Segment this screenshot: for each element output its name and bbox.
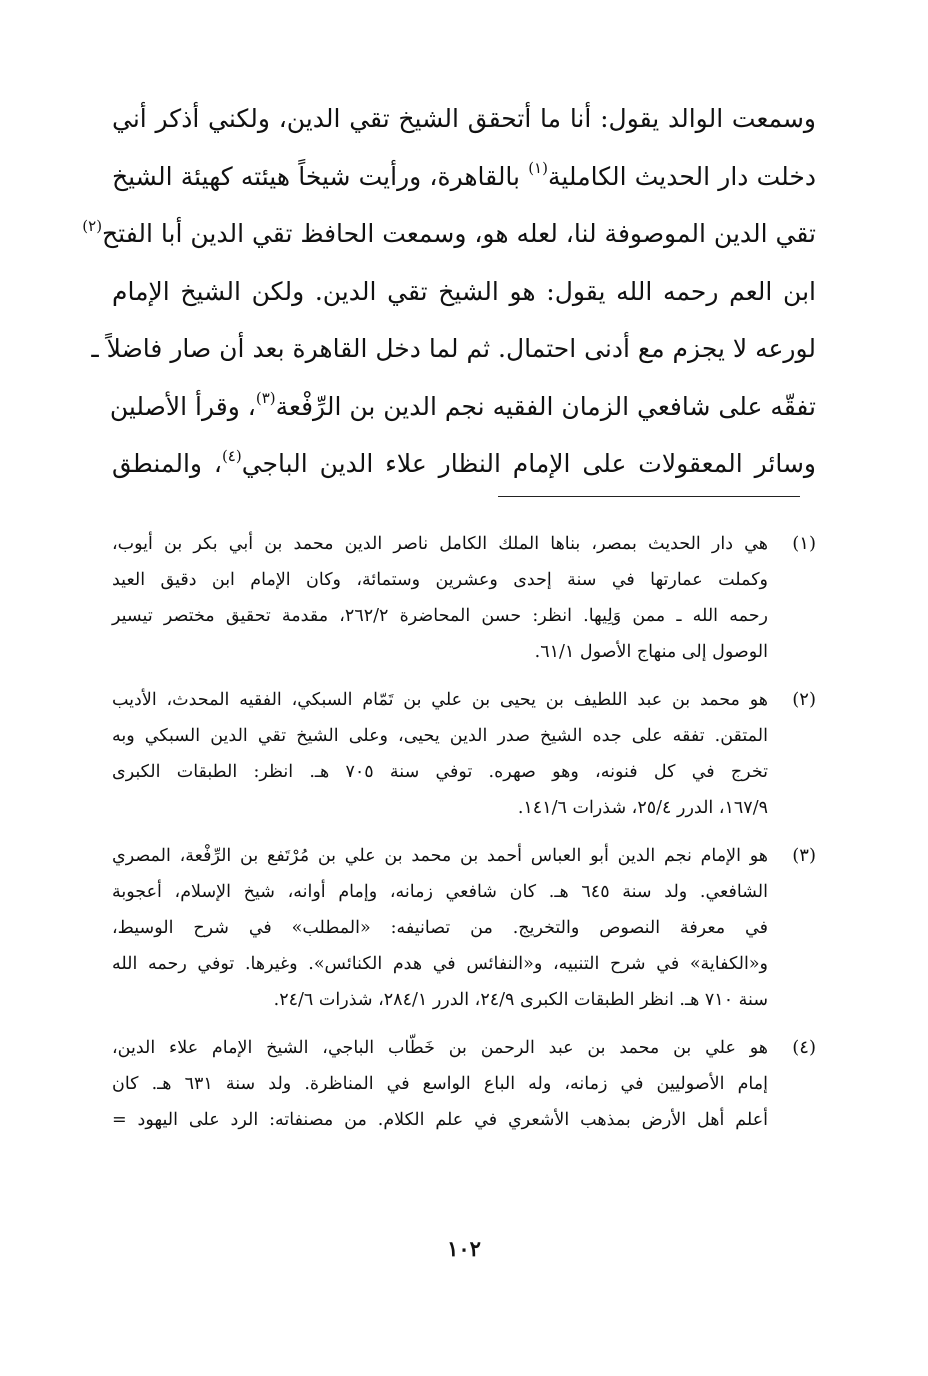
footnote-ref: (٤) — [221, 446, 242, 465]
page-number: ١٠٢ — [447, 1236, 481, 1261]
main-line: وسمعت الوالد يقول: أنا ما أتحقق الشيخ تقي الدين، ولكني أذكر أني — [112, 104, 816, 133]
footnote-line: في معرفة النصوص والتخريج. من تصانيفه: «المطلب» في شرح الوسيط، — [112, 918, 768, 938]
footnote-line: ١٦٧/٩، الدرر ٢٥/٤، شذرات ١٤١/٦. — [517, 798, 768, 818]
main-line: دخلت دار الحديث الكاملية$^{(١)}$ بالقاهرة، ورأيت شيخاً هيئته كهيئة الشيخ — [112, 159, 816, 191]
footnote-marker: (١) — [792, 533, 816, 554]
footnote-ref: (١) — [528, 159, 548, 178]
footnote-body — [112, 526, 768, 670]
footnote-line: الوصول إلى منهاج الأصول ٦١/١. — [534, 642, 768, 662]
footnote-line: هو علي بن محمد بن عبد الرحمن بن خَطّاب الباجي، الشيخ الإمام علاء الدين، — [112, 1038, 768, 1058]
footnote-line: وكملت عمارتها في سنة إحدى وعشرين وستمائة، وكان الإمام ابن دقيق العيد — [112, 570, 768, 590]
footnote-marker: (٢) — [792, 689, 816, 710]
footnote-separator — [498, 496, 800, 497]
footnote-ref: (٢) — [82, 216, 103, 235]
footnote-line: سنة ٧١٠ هـ. انظر الطبقات الكبرى ٢٤/٩، الدرر ٢٨٤/١، شذرات ٢٤/٦. — [273, 990, 768, 1010]
main-line: لورعه لا يجزم مع أدنى احتمال. ثم لما دخل القاهرة بعد أن صار فاضلاً ـ — [91, 334, 816, 363]
footnote-1 — [112, 526, 816, 670]
footnote-body — [112, 1030, 768, 1138]
footnote-line: إمام الأصوليين في زمانه، وله الباع الواسع في المناظرة. ولد سنة ٦٣١ هـ. كان — [112, 1074, 768, 1094]
footnote-4 — [112, 1030, 816, 1138]
footnote-line: المتقن. تفقه على جده الشيخ صدر الدين يحيى، وعلى الشيخ تقي الدين السبكي وبه — [112, 726, 768, 746]
footnote-marker: (٤) — [792, 1037, 816, 1058]
main-line: تفقّه على شافعي الزمان الفقيه نجم الدين بن الرِّفْعة$^{(٣)}$، وقرأ الأصلين — [109, 389, 816, 421]
footnote-line: تخرج في كل فنونه، وهو صهره. توفي سنة ٧٠٥ هـ. انظر: الطبقات الكبرى — [112, 762, 768, 782]
footnote-line: الشافعي. ولد سنة ٦٤٥ هـ. كان شافعي زمانه، وإمام أوانه، شيخ الإسلام، أعجوبة — [112, 882, 768, 902]
main-line: وسائر المعقولات على الإمام النظار علاء الدين الباجي$^{(٤)}$، والمنطق — [112, 446, 816, 478]
footnote-body — [112, 838, 768, 1018]
main-text — [82, 90, 816, 493]
footnote-marker: (٣) — [792, 845, 816, 866]
footnote-ref: (٣) — [255, 389, 276, 408]
main-line: ابن العم رحمه الله يقول: هو الشيخ تقي الدين. ولكن الشيخ الإمام — [112, 276, 816, 306]
footnote-2 — [112, 682, 816, 826]
footnote-line: هو محمد بن عبد اللطيف بن يحيى بن علي بن تَمّام السبكي، الفقيه المحدث، الأديب — [112, 690, 768, 710]
footnote-body — [112, 682, 768, 826]
footnote-line: هو الإمام نجم الدين أبو العباس أحمد بن محمد بن علي بن مُرْتَفع بن الرِّفْعة، المصري — [112, 846, 768, 866]
footnote-line: و«الكفاية» في شرح التنبيه، و«النفائس في هدم الكنائس». وغيرها. توفي رحمه الله — [112, 954, 768, 974]
footnote-3 — [112, 838, 816, 1018]
main-line: تقي الدين الموصوفة لنا، لعله هو، وسمعت الحافظ تقي الدين أبا الفتح$^{(٢)}$ — [82, 216, 816, 248]
footnote-line: هي دار الحديث بمصر، بناها الملك الكامل ناصر الدين محمد بن أبي بكر بن أيوب، — [112, 534, 768, 554]
footnotes — [112, 526, 816, 1150]
footnote-line: رحمه الله ـ ممن وَلِيها. انظر: حسن المحاضرة ٢٦٢/٢، مقدمة تحقيق مختصر تيسير — [112, 606, 768, 626]
footnote-line: أعلم أهل الأرض بمذهب الأشعري في علم الكلام. من مصنفاته: الرد على اليهود = — [112, 1110, 768, 1130]
